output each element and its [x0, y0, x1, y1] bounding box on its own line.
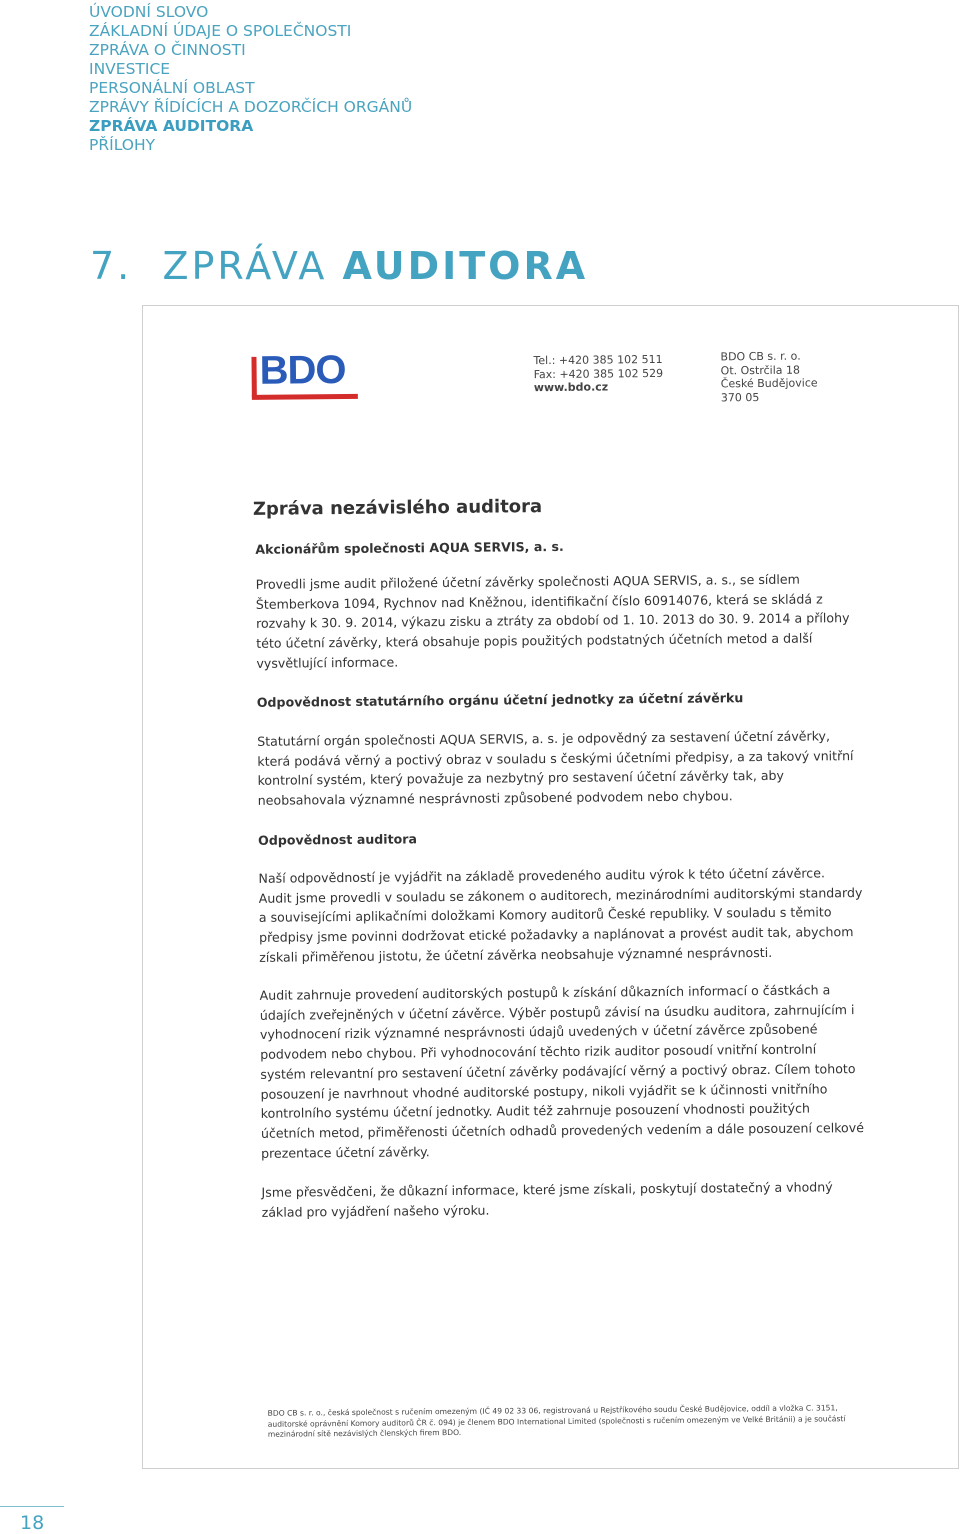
text-line: auditorské oprávnění Komory auditorů ČR č. 094) je členem BDO International Limited (společnosti s ručením omezeným ve Velké Británii) a je součástí — [267, 1413, 846, 1429]
paragraph-5 — [261, 1177, 833, 1222]
address-line: 370 05 — [720, 390, 760, 404]
text-line: předpisy jsme povinni dodržovat etické požadavky a naplánovat a provést audit tak, abychom — [258, 924, 854, 945]
address-line: České Budějovice — [720, 376, 818, 391]
chapter-title-bold: AUDITORA — [342, 244, 589, 288]
nav-item[interactable]: PERSONÁLNÍ OBLAST — [89, 79, 255, 97]
text-line: Statutární orgán společnosti AQUA SERVIS, a. s. je odpovědný za sestavení účetní závěrky, — [257, 728, 831, 749]
text-line: Štemberkova 1094, Rychnov nad Kněžnou, identifikační číslo 60914076, která se skládá z — [255, 591, 823, 612]
nav-item[interactable]: ÚVODNÍ SLOVO — [89, 3, 209, 21]
nav-item[interactable]: INVESTICE — [89, 60, 171, 78]
text-line: vyhodnocení rizik významné nesprávnosti údajů uvedených v účetní závěrce způsobené — [259, 1021, 818, 1043]
text-line: posouzení je navrhnout vhodné auditorské postupy, nikoli vyjádřit se k účinnosti vnitřního — [260, 1080, 828, 1102]
text-line: neobsahovala významné nesprávnosti způsobené podvodem nebo chybou. — [257, 788, 733, 808]
chapter-number: 7. — [90, 244, 133, 288]
page-number-rule — [0, 1506, 64, 1507]
text-line: která podává věrný a poctivý obraz v souladu s českými účetními předpisy, a za takový vnitřní — [257, 747, 854, 769]
chapter-title-light: ZPRÁVA — [162, 244, 328, 288]
website: www.bdo.cz — [533, 380, 609, 395]
scanned-auditor-report — [142, 305, 959, 1469]
text-line: Naší odpovědností je vyjádřit na základě provedeného auditu výrok k této účetní závěrce. — [258, 865, 825, 886]
text-line: základ pro vyjádření našeho výroku. — [261, 1202, 490, 1220]
text-line: účetních metod, přiměřenosti účetních odhadů provedených vedením a dále posouzení celkové — [260, 1119, 864, 1141]
text-line: Audit jsme provedli v souladu se zákonem o auditorech, mezinárodními auditorskými standardy — [258, 884, 863, 906]
text-line: Audit zahrnuje provedení auditorských postupů k získání důkazních informací o částkách a — [259, 982, 831, 1003]
text-line: údajích zveřejněných v účetní závěrce. Výběr postupů závisí na úsudku auditora, zahrnujícím i — [259, 1001, 855, 1023]
text-line: a souvisejícími aplikačními doložkami Komory auditorů České republiky. V souladu s těmito — [258, 904, 832, 926]
phone: Tel.: +420 385 102 511 — [533, 352, 663, 368]
nav-item[interactable]: ZPRÁVY ŘÍDÍCÍCH A DOZORČÍCH ORGÁNŮ — [89, 98, 413, 116]
text-line: kontrolního systému účetní jednotky. Audit též zahrnuje posouzení vhodnosti použitých — [260, 1100, 811, 1122]
nav-item-active[interactable]: ZPRÁVA AUDITORA — [89, 117, 254, 135]
address-line: Ot. Ostrčila 18 — [720, 363, 801, 377]
text-line: prezentace účetní závěrky. — [261, 1143, 430, 1161]
heading-statutory: Odpovědnost statutárního orgánu účetní jednotky za účetní závěrku — [256, 690, 744, 710]
text-line: Provedli jsme audit přiložené účetní závěrky společnosti AQUA SERVIS, a. s., se sídlem — [255, 571, 800, 592]
nav-item[interactable]: ZPRÁVA O ČINNOSTI — [89, 41, 246, 59]
text-line: získali přiměřenou jistotu, že účetní závěrka neobsahuje významné nesprávnosti. — [259, 944, 773, 965]
text-line: podvodem nebo chybou. Při vyhodnocování těchto rizik auditor posoudí vnitřní kontrolní — [260, 1041, 817, 1062]
nav-item[interactable]: ZÁKLADNÍ ÚDAJE O SPOLEČNOSTI — [89, 22, 352, 40]
text-line: této účetní závěrky, která obsahuje popis použitých podstatných účetních metod a další — [256, 630, 813, 651]
bdo-logo: BDO — [251, 354, 359, 401]
page-number: 18 — [20, 1512, 45, 1534]
text-line: BDO CB s. r. o., česká společnost s ručením omezeným (IČ 49 02 33 06, registrovaná u Rejstříkového soudu České Budějovice, oddíl a vložka C. 3151, — [267, 1403, 838, 1418]
address — [720, 349, 817, 404]
text-line: vysvětlující informace. — [256, 654, 399, 671]
section-navigation — [89, 3, 412, 155]
paragraph-4 — [260, 980, 865, 1163]
paragraph-1 — [256, 569, 850, 673]
addressee: Akcionářům společnosti AQUA SERVIS, a. s. — [255, 538, 564, 557]
letter-footer — [268, 1403, 846, 1440]
nav-item[interactable]: PŘÍLOHY — [89, 136, 156, 154]
text-line: kontrolní systém, který považuje za nezbytný pro sestavení účetní závěrky tak, aby — [257, 768, 785, 789]
text-line: rozvahy k 30. 9. 2014, výkazu zisku a ztráty za období od 1. 10. 2013 do 30. 9. 2014 a přílohy — [255, 610, 850, 632]
text-line: systém relevantní pro sestavení účetní závěrky podávající věrný a poctivý obraz. Cílem tohoto — [260, 1060, 856, 1082]
paragraph-2 — [257, 726, 854, 811]
paragraph-3 — [258, 863, 863, 967]
heading-auditor: Odpovědnost auditora — [258, 831, 418, 848]
fax: Fax: +420 385 102 529 — [533, 366, 664, 381]
contact-info — [533, 353, 663, 395]
report-title: Zpráva nezávislého auditora — [252, 496, 543, 520]
address-line: BDO CB s. r. o. — [720, 349, 801, 364]
text-line: Jsme přesvědčeni, že důkazní informace, které jsme získali, poskytují dostatečný a vhodný — [261, 1179, 833, 1200]
text-line: mezinárodní sítě nezávislých členských firem BDO. — [267, 1427, 462, 1439]
chapter-title — [90, 244, 588, 288]
